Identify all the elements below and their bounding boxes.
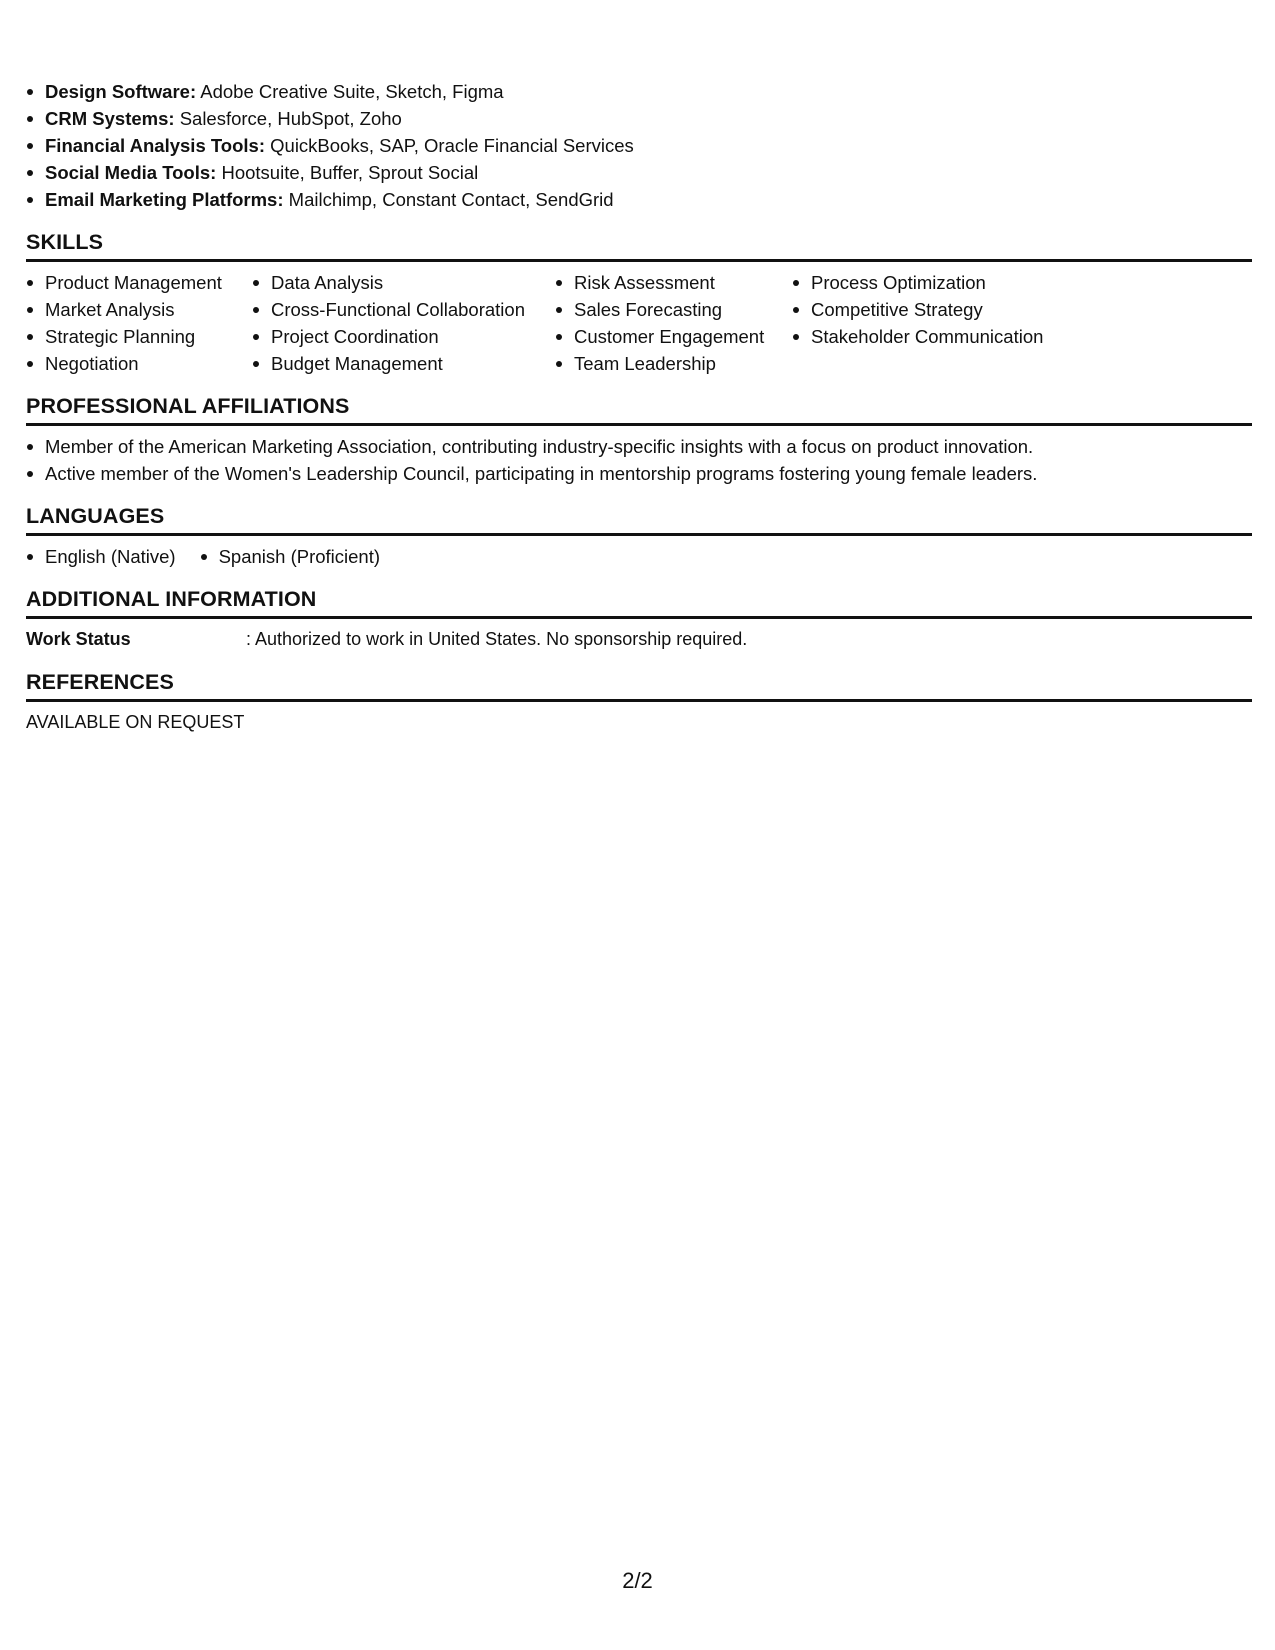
tool-value: QuickBooks, SAP, Oracle Financial Services — [270, 135, 634, 156]
tools-list — [26, 78, 1252, 213]
skills-column — [26, 269, 252, 377]
list-item — [26, 186, 1252, 213]
skill-item: Risk Assessment — [555, 269, 792, 296]
references-heading: REFERENCES — [26, 669, 1252, 702]
references-section — [26, 669, 1252, 736]
tool-value: Hootsuite, Buffer, Sprout Social — [221, 162, 479, 183]
additional-info-section — [26, 586, 1252, 653]
affiliations-heading: PROFESSIONAL AFFILIATIONS — [26, 393, 1252, 426]
skill-item: Process Optimization — [792, 269, 1092, 296]
resume-page — [26, 78, 1252, 736]
languages-list — [26, 543, 1252, 570]
skill-item: Competitive Strategy — [792, 296, 1092, 323]
references-text: AVAILABLE ON REQUEST — [26, 712, 245, 732]
affiliation-item: Member of the American Marketing Association, contributing industry-specific insights with a focus on product innovation. — [26, 433, 1252, 460]
tool-value: Mailchimp, Constant Contact, SendGrid — [288, 189, 614, 210]
affiliations-list — [26, 433, 1252, 487]
language-item: English (Native) — [26, 543, 176, 570]
list-item — [26, 105, 1252, 132]
skill-item: Sales Forecasting — [555, 296, 792, 323]
skills-columns — [26, 269, 1252, 377]
affiliations-section — [26, 393, 1252, 487]
skill-item: Strategic Planning — [26, 323, 252, 350]
tool-label: Email Marketing Platforms: — [45, 189, 284, 210]
languages-section — [26, 503, 1252, 570]
skill-item: Budget Management — [252, 350, 555, 377]
skill-item: Stakeholder Communication — [792, 323, 1092, 350]
additional-info-heading: ADDITIONAL INFORMATION — [26, 586, 1252, 619]
language-item: Spanish (Proficient) — [200, 543, 380, 570]
tool-value: Salesforce, HubSpot, Zoho — [179, 108, 402, 129]
tool-label: Financial Analysis Tools: — [45, 135, 265, 156]
list-item — [26, 132, 1252, 159]
skill-item: Negotiation — [26, 350, 252, 377]
skill-item: Market Analysis — [26, 296, 252, 323]
tool-label: Social Media Tools: — [45, 162, 217, 183]
skills-section — [26, 229, 1252, 377]
skill-item: Project Coordination — [252, 323, 555, 350]
work-status-row — [26, 626, 1252, 653]
skill-item: Customer Engagement — [555, 323, 792, 350]
skill-item: Cross-Functional Collaboration — [252, 296, 555, 323]
page-number: 2/2 — [622, 1568, 653, 1593]
skills-heading: SKILLS — [26, 229, 1252, 262]
tool-label: CRM Systems: — [45, 108, 175, 129]
languages-heading: LANGUAGES — [26, 503, 1252, 536]
work-status-value: : Authorized to work in United States. No sponsorship required. — [246, 629, 748, 649]
skill-item: Product Management — [26, 269, 252, 296]
tool-value: Adobe Creative Suite, Sketch, Figma — [200, 81, 504, 102]
list-item — [26, 78, 1252, 105]
skills-column — [252, 269, 555, 377]
skill-item: Team Leadership — [555, 350, 792, 377]
affiliation-item: Active member of the Women's Leadership Council, participating in mentorship programs fostering young female leaders. — [26, 460, 1252, 487]
tool-label: Design Software: — [45, 81, 197, 102]
skill-item: Data Analysis — [252, 269, 555, 296]
list-item — [26, 159, 1252, 186]
skills-column — [555, 269, 792, 377]
skills-column — [792, 269, 1092, 377]
work-status-label: Work Status — [26, 629, 131, 649]
